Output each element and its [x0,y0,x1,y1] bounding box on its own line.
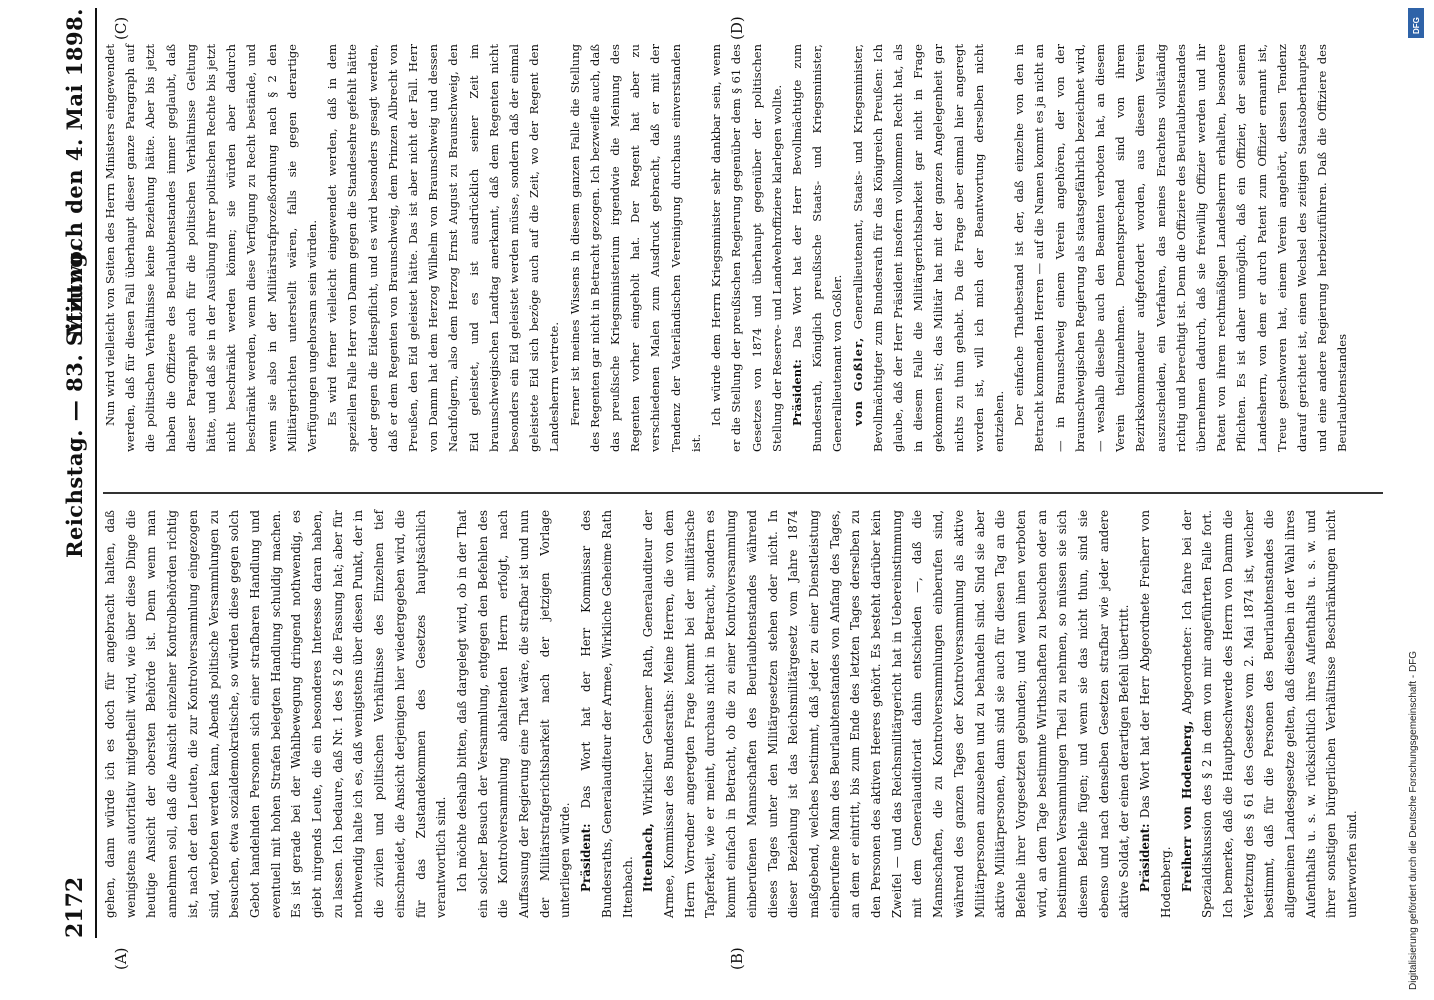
digitization-credit [1406,0,1428,1000]
speech-text: Das Wort hat der Herr Abgeordnete Freiherr von Hodenberg. [1138,510,1173,918]
paragraph [638,510,1135,918]
speaker-label: Freiherr von Hodenberg, [1179,720,1194,892]
paragraph: Ferner ist meines Wissens in diesem ganzen Falle die Stellung des Regenten gar nicht in Betracht gezogen. Ich bezweifle auch, daß das preußische Kriegsministerium irgendwie die Meinung des Regenten vorher eingeholt hat. Der Regent hat aber zu verschiedenen Malen zum Ausdruck gebracht, daß er mit der Tendenz der Vaterländischen Vereinigung durchaus einverstanden ist. [567,44,703,452]
margin-letter-c: (C) [112,16,130,40]
speech-text: Wirklicher Geheimer Rath, Generalauditeur der Armee, Kommissar des Bundesraths: Meine Herren, die von dem Herrn Vorredner angeregten Frage kommt bei der militärische Tapferkeit, wie er meint, durchaus nicht in Betracht, sondern es kommt einfach in Betracht, ob die zu einer Kontrolversammlung einberufenen Mannschaften des Beurlaubtenstandes während dieses Tages unter den Militärgesetzen stehen oder nicht. In dieser Beziehung ist das Reichsmilitärgesetz vom Jahre 1874 maßgebend, welches bestimmt, daß jeder zu einer Dienstleistung einberufene Mann des Beurlaubtenstandes von Anfang des Tages, an dem er eintritt, bis zum Ende des letzten Tages derselben zu den Personen des aktiven Heeres gehört. Es besteht darüber kein Zweifel — und das Reichsmilitärgericht hat in Uebereinstimmung mit dem Generalauditoriat dahin entschieden —, daß die Mannschaften, die zu Kontrolversammlungen einberufen sind, während des ganzen Tages der Kontrolversammlung als aktive Militärpersonen anzusehen und zu behandeln sind. Sind sie aber aktive Militärpersonen, dann sind sie auch für diesen Tag an die Befehle ihrer Vorgesetzten gebunden; und wenn ihnen verboten wird, an dem Tage bestimmte Wirthschaften zu besuchen oder an bestimmten Versammlungen Theil zu nehmen, so müssen sie sich diesem Befehle fügen; und wenn sie das nicht thun, sind sie ebenso und nach denselben Gesetzen strafbar wie jeder andere aktive Soldat, der einen derartigen Befehl übertritt. [641,510,1132,918]
page-number: 2172 [62,876,88,938]
left-column [100,510,1363,918]
paragraph: Nun wird vielleicht von Seiten des Herrn Ministers eingewendet werden, daß für diesen Fall überhaupt dieser ganze Paragraph auf die politischen Verhältnisse keine Beziehung hätte. Aber bis jetzt haben die Offiziere des Beurlaubtenstandes immer geglaubt, daß dieser Paragraph auch für die politischen Verhältnisse Geltung hätte, und daß sie in der Ausübung ihrer politischen Rechte bis jetzt nicht beschränkt werden können; sie würden aber dadurch beschränkt werden, wenn diese Verfügung zu Recht bestände, und wenn sie also in der Militärstrafprozeßordnung nach § 2 den Militärgerichten unterstellt wären, falls sie gegen derartige Verfügungen ungehorsam sein würden. [103,44,320,452]
credit-text: Digitalisierung gefördert durch die Deutsche Forschungsgemeinschaft - DFG [1408,650,1419,990]
paragraph: Es wird ferner vielleicht eingewendet werden, daß in dem speziellen Falle Herr von Damm gegen die Standesehre gefehlt hätte oder gegen die Eidespflicht, und es wird besonders gesagt werden, daß er dem Regenten von Braunschweig, dem Prinzen Albrecht von Preußen, den Eid geleistet hätte. Das ist aber nicht der Fall. Herr von Damm hat dem Herzog Wilhelm von Braunschweig und dessen Nachfolgern, also dem Herzog Ernst August zu Braunschweig, den Eid geleistet, und es ist ausdrücklich seiner Zeit im braunschweigischen Landtag anerkannt, daß dem Regenten nicht besonders ein Eid geleistet werden müsse, sondern daß der einmal geleistete Eid sich bezöge auch auf die Zeit, wo der Regent den Landesherrn vertrete. [325,44,562,452]
session-date: Mittwoch den 4. Mai 1898. [62,8,87,337]
page-header [60,8,94,938]
right-column [100,44,1353,452]
dfg-logo: DFG [1408,8,1424,38]
margin-letter-d: (D) [728,16,746,40]
speaker-label: Präsident: [789,359,804,426]
speech-text: Generallieutenant, Staats- und Kriegsminister, Bevollmächtigter zum Bundesrath für das Königreich Preußen: Ich glaube, daß der Herr Präsident insofern vollkommen Recht hat, als in diesem Falle die Militärgerichtsbarkeit gar nicht in Frage gekommen ist; das Militär hat mit der ganzen Angelegenheit gar nichts zu thun gehabt. Da die Frage aber einmal hier angeregt worden ist, will ich mich der Beantwortung derselben nicht entziehen. [850,43,1006,452]
paragraph: Der einfache Thatbestand ist der, daß einzelne von den in Betracht kommenden Herren — auf die Namen kommt es ja nicht an — in Braunschweig einem Verein angehören, der von der braunschweigischen Regierung als staatsgefährlich bezeichnet wird, — weshalb dieselbe auch den Beamten verboten hat, an diesem Verein theilzunehmen. Dementsprechend sind von ihrem Bezirkskommandeur aufgefordert worden, aus diesem Verein auszuscheiden, ein Verfahren, das meines Erachtens vollständig richtig und berechtigt ist. Denn die Offiziere des Beurlaubtenstandes übernehmen dadurch, daß sie freiwillig Offizier werden und ihr Patent von ihrem rechtmäßigen Landesherrn erhalten, besondere Pflichten. Es ist daher unmöglich, daß ein Offizier, der seinem Landesherrn, von dem er durch Patent zum Offizier ernannt ist, Treue geschworen hat, einem Verein angehört, dessen Tendenz darauf gerichtet ist, einen Wechsel des zeitigen Staatsoberhauptes und eine andere Regierung herbeizuführen. Daß die Offiziere des Beurlaubtenstandes [1012,44,1350,452]
paragraph: Ich möchte deshalb bitten, daß dargelegt wird, ob in der That ein solcher Besuch der Versammlung, entgegen den Befehlen des die Kontrolversammlung abhaltenden Herrn erfolgt, nach Auffassung der Regierung eine That wäre, die strafbar ist und nun der Militärstrafgerichtsbarkeit nach der jetzigen Vorlage unterliegen würde. [454,510,573,918]
paragraph [848,44,1010,452]
paragraph [576,510,638,918]
speech-text: Das Wort hat der Herr Kommissar des Bundesraths, Generalauditeur der Armee, Wirkliche Geheime Rath Ittenbach. [579,509,635,918]
speaker-label: Präsident: [1138,823,1153,892]
margin-letter-a: (A) [112,947,130,970]
paragraph: gehen, dann würde ich es doch für angebracht halten, daß wenigstens autoritativ mitgetheilt wird, wie über diese Dinge die heutige Ansicht der obersten Behörde ist. Denn wenn man annehmen soll, daß die Ansicht einzelner Kontrolbehörden richtig ist, nach der den Leuten, die zur Kontrolversammlung eingezogen sind, verboten werden kann, Abends politische Versammlungen zu besuchen, etwa sozialdemokratische, so würden diese gegen solch Gebot handelnden Personen sich einer strafbaren Handlung und eventuell mit hohen Strafen belegten Handlung schuldig machen. Es ist gerade bei der Wahlbewegung dringend nothwendig, es giebt nirgends Leute, die ein besonderes Interesse daran haben, zu lassen. Ich bedaure, daß Nr. 1 des § 2 die Fassung hat; aber für nothwendig halte ich es, daß wenigstens über diesen Punkt, der in die zivilen und politischen Verhältnisse des Einzelnen tief einschneidet, die Ansicht derjenigen hier wiedergegeben wird, die für das Zustandekommen des Gesetzes hauptsächlich verantwortlich sind. [103,510,449,918]
paragraph [1177,510,1363,918]
speaker-label: von Goßler, [850,336,865,426]
paragraph [1135,510,1176,918]
speech-text: Abgeordneter: Ich fahre bei der Spezialdiskussion des § 2 in dem von mir angeführten Falle fort. Ich bemerke, daß die Hauptbeschwerde des Herrn von Damm die Verletzung des § 61 des Gesetzes vom 2. Mai 1874 ist, welcher bestimmt, daß für die Personen des Beurlaubtenstandes die allgemeinen Landesgesetze gelten, daß dieselben in der Wahl ihres Aufenthalts u. s. w. rücksichtlich ihres Aufenthalts u. s. w. und ihrer sonstigen bürgerlichen Verhältnisse Beschränkungen nicht unterworfen sind. [1179,510,1360,918]
header-rule [95,8,97,938]
speech-text: Das Wort hat der Herr Bevollmächtigte zum Bundesrath, Königlich preußische Staats- und Kriegsminister, Generallieutenant von Goßler. [789,44,845,452]
margin-letter-b: (B) [728,947,746,970]
column-divider [103,493,1383,495]
paragraph [787,44,848,452]
speaker-label: Ittenbach, [641,823,656,892]
speaker-label: Präsident: [579,823,594,892]
running-title: Reichstag. — 83. Sitzung. [62,244,87,558]
paragraph: Ich würde dem Herrn Kriegsminister sehr dankbar sein, wenn er die Stellung der preußischen Regierung gegenüber dem § 61 des Gesetzes von 1874 und überhaupt gegenüber der politischen Stellung der Reserve- und Landwehroffiziere klarlegen wollte. [709,44,784,452]
